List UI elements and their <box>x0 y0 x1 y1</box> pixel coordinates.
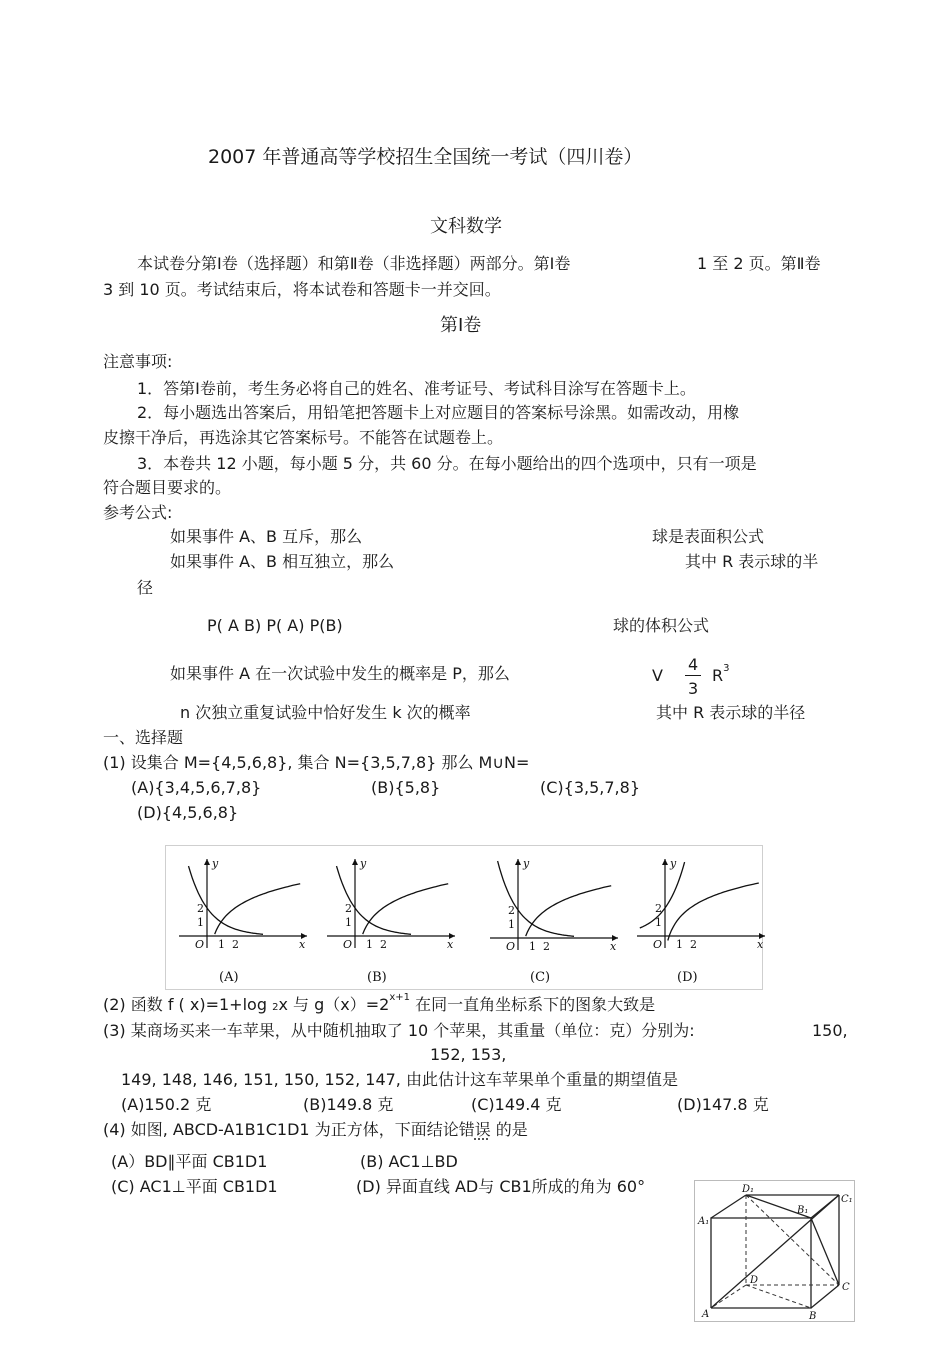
panel-d-curve-log <box>668 883 759 941</box>
cube-figure <box>694 1180 856 1323</box>
panel-a-tick-y1: 1 <box>197 916 204 929</box>
note-2b: 皮擦干净后，再选涂其它答案标号。不能答在试题卷上。 <box>103 428 504 447</box>
q1-option-b: (B){5,8} <box>371 778 441 797</box>
fraction-bar <box>685 675 701 676</box>
panel-d-y-arrow <box>662 859 668 865</box>
q3-stem-3: 149, 148, 146, 151, 150, 152, 147, 由此估计这车苹果单个重量的期望值是 <box>121 1070 678 1089</box>
q4-option-c: (C) AC1⊥平面 CB1D1 <box>111 1177 278 1196</box>
cube-label-a1: A₁ <box>698 1216 710 1227</box>
intro-line-1b: 1 至 2 页。第Ⅱ卷 <box>697 254 821 273</box>
formula-3: P( A B) P( A) P(B) <box>207 616 343 635</box>
cube-label-b1: B₁ <box>797 1205 809 1216</box>
formula-1: 如果事件 A、B 互斥，那么 <box>170 527 363 546</box>
panel-b-tick-y1: 1 <box>345 916 352 929</box>
formula-4-v: V <box>652 666 663 685</box>
cube-edge-bc <box>811 1285 839 1308</box>
panel-b-caption: (B) <box>367 970 387 985</box>
panel-b-tick-y2: 2 <box>345 902 352 915</box>
q4-option-d: (D) 异面直线 AD与 CB1所成的角为 60° <box>356 1177 646 1196</box>
panel-b-origin: O <box>343 938 353 951</box>
panel-c-y-label: y <box>523 857 530 870</box>
q4-stem: (4) 如图, ABCD-A1B1C1D1 为正方体，下面结论错误 的是 <box>103 1120 528 1139</box>
notes-heading: 注意事项: <box>103 352 173 371</box>
panel-a-y-arrow <box>204 859 210 865</box>
q1-option-d: (D){4,5,6,8} <box>137 803 239 822</box>
formula-2-right: 其中 R 表示球的半 <box>685 552 819 571</box>
formulas-heading: 参考公式: <box>103 503 173 522</box>
panel-d-y-label: y <box>670 857 677 870</box>
formula-2: 如果事件 A、B 相互独立，那么 <box>170 552 395 571</box>
page-subtitle: 文科数学 <box>430 216 502 237</box>
panel-d-tick-x1: 1 <box>676 938 683 951</box>
panel-b-tick-x2: 2 <box>380 938 387 951</box>
panel-a-x-label: x <box>299 938 306 951</box>
panel-d-curve-exp <box>640 862 685 928</box>
panel-c-y-arrow <box>515 859 521 865</box>
panel-c-tick-x1: 1 <box>529 940 536 953</box>
cube-label-c1: C₁ <box>841 1194 853 1205</box>
cube-hidden-da <box>711 1285 746 1308</box>
cube-line-b1c <box>811 1218 839 1285</box>
q1-option-c: (C){3,5,7,8} <box>540 778 640 797</box>
note-3b: 符合题目要求的。 <box>103 478 232 497</box>
section-heading: 第Ⅰ卷 <box>440 315 482 336</box>
cube-label-a: A <box>702 1309 710 1320</box>
panel-b-tick-x1: 1 <box>366 938 373 951</box>
panel-d-x-label: x <box>757 938 764 951</box>
panel-b-x-label: x <box>447 938 454 951</box>
formula-4-den: 3 <box>688 679 699 698</box>
panel-a-y-label: y <box>212 857 219 870</box>
cube-label-d1: D₁ <box>742 1184 755 1195</box>
part-heading: 一、选择题 <box>103 728 184 747</box>
page-title: 2007 年普通高等学校招生全国统一考试（四川卷） <box>208 146 643 168</box>
panel-d-tick-y1: 1 <box>655 916 662 929</box>
q3-stem-2: 152, 153, <box>430 1045 507 1064</box>
q3-option-c: (C)149.4 克 <box>471 1095 562 1114</box>
panel-c-caption: (C) <box>530 970 551 985</box>
panel-a-tick-x2: 2 <box>232 938 239 951</box>
q3-option-d: (D)147.8 克 <box>677 1095 769 1114</box>
formula-5-right: 其中 R 表示球的半径 <box>656 703 806 722</box>
formula-1-right: 球是表面积公式 <box>652 527 765 546</box>
function-graphs-figure <box>165 845 765 990</box>
panel-a-tick-x1: 1 <box>218 938 225 951</box>
panel-c-tick-y1: 1 <box>508 918 515 931</box>
panel-d-tick-x2: 2 <box>690 938 697 951</box>
intro-line-2: 3 到 10 页。考试结束后，将本试卷和答题卡一并交回。 <box>103 280 501 299</box>
cube-edge-a1d1 <box>711 1195 746 1218</box>
cube-label-c: C <box>842 1282 850 1293</box>
panel-d-caption: (D) <box>677 970 698 985</box>
intro-line-1: 本试卷分第Ⅰ卷（选择题）和第Ⅱ卷（非选择题）两部分。第Ⅰ卷 <box>137 254 571 273</box>
note-2a: 2．每小题选出答案后，用铅笔把答题卡上对应题目的答案标号涂黑。如需改动，用橡 <box>137 403 740 422</box>
panel-d-origin: O <box>653 938 663 951</box>
cube-diagonal-ac1 <box>711 1195 839 1308</box>
panel-d-tick-y2: 2 <box>655 902 662 915</box>
cube-hidden-d1c <box>746 1195 839 1285</box>
q3-stem-1: (3) 某商场买来一车苹果，从中随机抽取了 10 个苹果，其重量（单位：克）分别为: <box>103 1021 695 1040</box>
q2-stem: (2) 函数 f ( x)=1+log 2x 与 $g(x)=2^{x+1}$ 在同一直角坐标系下的图象大致是 <box>103 992 656 1014</box>
panel-c-x-label: x <box>610 940 617 953</box>
cube-hidden-db <box>746 1285 811 1308</box>
q1-option-a: (A){3,4,5,6,7,8} <box>131 778 262 797</box>
formula-4: 如果事件 A 在一次试验中发生的概率是 P，那么 <box>170 664 510 683</box>
formula-3-right: 球的体积公式 <box>613 616 710 635</box>
q3-value-150: 150, <box>812 1021 848 1040</box>
panel-a-tick-y2: 2 <box>197 902 204 915</box>
panel-c-tick-x2: 2 <box>543 940 550 953</box>
formula-5: n 次独立重复试验中恰好发生 k 次的概率 <box>180 703 471 722</box>
formula-2-cont: 径 <box>137 578 154 597</box>
formula-4-r: $R^3$ <box>712 663 730 685</box>
panel-b-y-label: y <box>360 857 367 870</box>
panel-a-caption: (A) <box>219 970 239 985</box>
q3-option-b: (B)149.8 克 <box>303 1095 394 1114</box>
formula-4-num: 4 <box>688 655 699 674</box>
panel-c-tick-y2: 2 <box>508 904 515 917</box>
q4-option-b: (B) AC1⊥BD <box>360 1152 458 1171</box>
q1-stem: (1) 设集合 M={4,5,6,8}, 集合 N={3,5,7,8} 那么 M∪N= <box>103 753 530 772</box>
panel-a-origin: O <box>195 938 205 951</box>
note-3a: 3．本卷共 12 小题，每小题 5 分，共 60 分。在每小题给出的四个选项中，只有一项是 <box>137 454 757 473</box>
q3-option-a: (A)150.2 克 <box>121 1095 212 1114</box>
q4-option-a: (A）BD∥平面 CB1D1 <box>111 1152 268 1171</box>
panel-c-origin: O <box>506 940 516 953</box>
cube-label-d: D <box>750 1275 759 1286</box>
cube-label-b: B <box>809 1311 817 1322</box>
note-1: 1．答第Ⅰ卷前，考生务必将自己的姓名、准考证号、考试科目涂写在答题卡上。 <box>137 379 696 398</box>
panel-b-y-arrow <box>352 859 358 865</box>
